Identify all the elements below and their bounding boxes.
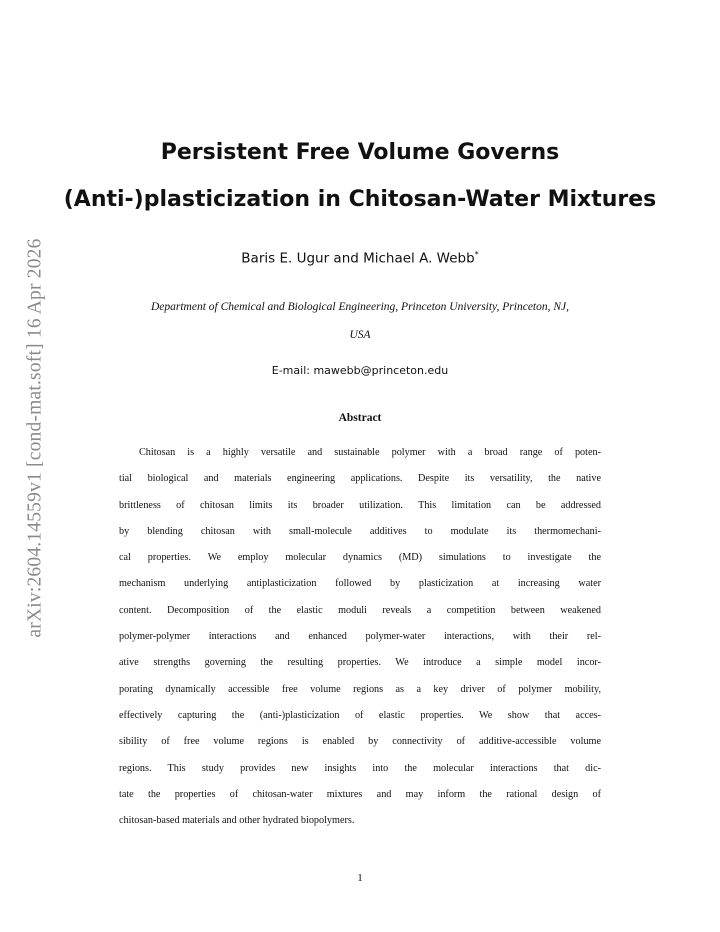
- abstract-line: regions. This study provides new insights into the molecular interactions that dic-: [119, 762, 601, 774]
- abstract-line: cal properties. We employ molecular dynamics (MD) simulations to investigate the: [119, 552, 601, 564]
- abstract-line: brittleness of chitosan limits its broader utilization. This limitation can be addressed: [119, 499, 601, 511]
- abstract-body: [119, 443, 601, 837]
- affiliation-line-2: USA: [349, 329, 371, 341]
- abstract-line: by blending chitosan with small-molecule additives to modulate its thermomechani-: [119, 525, 601, 537]
- abstract-line: ative strengths governing the resulting properties. We introduce a simple model incor-: [119, 657, 601, 669]
- abstract-line: effectively capturing the (anti-)plasticization of elastic properties. We show that acces-: [119, 709, 601, 721]
- affiliation: [60, 293, 660, 349]
- abstract-line: chitosan-based materials and other hydrated biopolymers.: [119, 815, 355, 827]
- author-names: Baris E. Ugur and Michael A. Webb: [241, 250, 475, 267]
- abstract-line: Chitosan is a highly versatile and sustainable polymer with a broad range of poten-: [139, 447, 601, 458]
- abstract-line: tial biological and materials engineering applications. Despite its versatility, the native: [119, 473, 601, 485]
- contact-email: E-mail: mawebb@princeton.edu: [271, 364, 449, 377]
- affiliation-line-1: Department of Chemical and Biological Engineering, Princeton University, Princeton, NJ,: [150, 301, 570, 313]
- abstract-line: mechanism underlying antiplasticization followed by plasticization at increasing water: [119, 578, 601, 590]
- abstract-line: sibility of free volume regions is enabled by connectivity of additive-accessible volume: [119, 736, 601, 748]
- paper-title-line-2: (Anti-)plasticization in Chitosan-Water Mixtures: [63, 187, 657, 212]
- corresponding-author-mark: *: [474, 250, 479, 259]
- page-number: 1: [357, 872, 363, 884]
- abstract-line: tate the properties of chitosan-water mixtures and may inform the rational design of: [119, 788, 601, 800]
- abstract-line: content. Decomposition of the elastic moduli reveals a competition between weakened: [119, 604, 601, 616]
- abstract-line: porating dynamically accessible free volume regions as a key driver of polymer mobility,: [119, 683, 601, 695]
- author-list: [60, 250, 660, 267]
- arxiv-identifier: arXiv:2604.14559v1 [cond-mat.soft] 16 Apr 2026: [25, 237, 46, 638]
- paper-title-line-1: Persistent Free Volume Governs: [160, 140, 560, 165]
- abstract-line: polymer-polymer interactions and enhanced polymer-water interactions, with their rel-: [119, 631, 601, 643]
- arxiv-side-stamp: [22, 225, 50, 650]
- abstract-heading: Abstract: [338, 412, 382, 424]
